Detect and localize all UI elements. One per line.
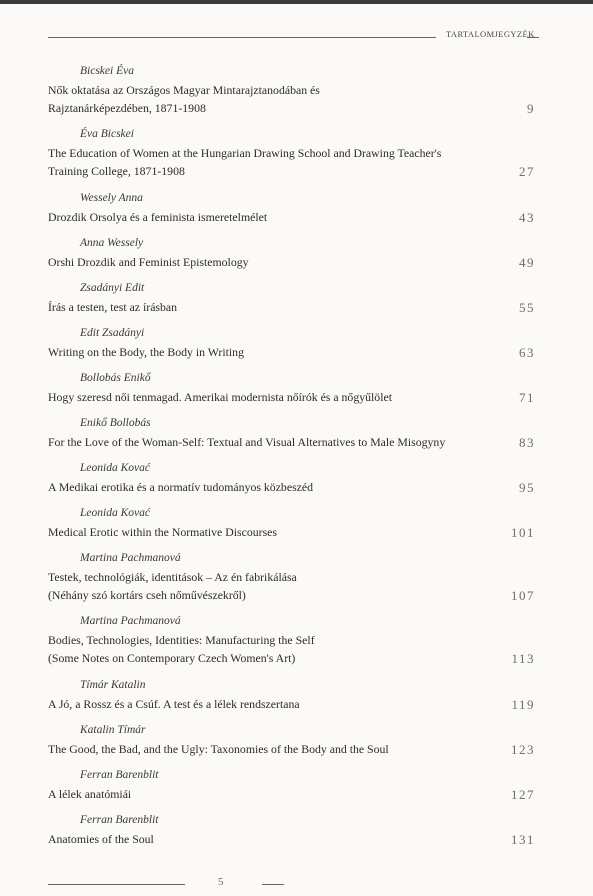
entry-page-number: 131 bbox=[511, 832, 535, 847]
entry-author: Éva Bicskei bbox=[80, 128, 134, 140]
entry-page-number: 119 bbox=[511, 697, 535, 712]
entry-title-line-1: Medical Erotic within the Normative Discourses bbox=[48, 525, 277, 539]
entry-title-line-2: (Some Notes on Contemporary Czech Women's Art) bbox=[48, 651, 296, 665]
entry-title-line-2: (Néhány szó kortárs cseh nőművészekről) bbox=[48, 588, 246, 602]
entry-author: Ferran Barenblit bbox=[80, 814, 159, 826]
header-rule-right bbox=[527, 37, 539, 38]
entry-page-number: 49 bbox=[519, 255, 535, 270]
entry-author: Leonida Kovać bbox=[80, 507, 150, 519]
header-rule-left bbox=[48, 37, 436, 38]
entry-page-number: 27 bbox=[519, 164, 535, 179]
entry-page-number: 127 bbox=[511, 787, 535, 802]
entry-page-number: 71 bbox=[519, 390, 535, 405]
entry-author: Wessely Anna bbox=[80, 192, 143, 204]
entry-page-number: 55 bbox=[519, 300, 535, 315]
top-edge-bar bbox=[0, 0, 593, 4]
entry-page-number: 123 bbox=[511, 742, 535, 757]
entry-page-number: 43 bbox=[519, 210, 535, 225]
entry-page-number: 107 bbox=[511, 588, 535, 603]
entry-author: Edit Zsadányi bbox=[80, 327, 145, 339]
entry-title-line-1: A lélek anatómiái bbox=[48, 787, 132, 801]
entry-author: Anna Wessely bbox=[80, 237, 144, 249]
running-header-title: TARTALOMJEGYZÉK bbox=[446, 29, 535, 39]
entry-author: Ferran Barenblit bbox=[80, 769, 159, 781]
footer-rule-left bbox=[48, 884, 185, 885]
entry-title-line-1: Orshi Drozdik and Feminist Epistemology bbox=[48, 255, 249, 269]
entry-author: Tímár Katalin bbox=[80, 679, 146, 691]
entry-author: Martina Pachmanová bbox=[80, 552, 181, 564]
entry-title-line-1: Anatomies of the Soul bbox=[48, 832, 154, 846]
entry-author: Bicskei Éva bbox=[80, 65, 134, 77]
entry-title-line-1: For the Love of the Woman-Self: Textual and Visual Alternatives to Male Misogyny bbox=[48, 435, 446, 449]
entry-author: Leonida Kovać bbox=[80, 462, 150, 474]
entry-title-line-2: Training College, 1871-1908 bbox=[48, 164, 185, 178]
entry-title-line-1: The Education of Women at the Hungarian Drawing School and Drawing Teacher's bbox=[48, 146, 442, 160]
footer-rule-right bbox=[262, 884, 284, 885]
entry-title-line-1: Nők oktatása az Országos Magyar Mintarajztanodában és bbox=[48, 83, 320, 97]
entry-title-line-1: Bodies, Technologies, Identities: Manufacturing the Self bbox=[48, 633, 315, 647]
entry-title-line-1: Testek, technológiák, identitások – Az én fabrikálása bbox=[48, 570, 297, 584]
footer-page-number: 5 bbox=[218, 876, 224, 888]
entry-title-line-1: Írás a testen, test az írásban bbox=[48, 300, 178, 314]
entry-title-line-1: Writing on the Body, the Body in Writing bbox=[48, 345, 244, 359]
entry-author: Katalin Tímár bbox=[80, 724, 146, 736]
entry-page-number: 101 bbox=[511, 525, 535, 540]
entry-page-number: 83 bbox=[519, 435, 535, 450]
entry-author: Zsadányi Edit bbox=[80, 282, 145, 294]
entry-title-line-1: A Jó, a Rossz és a Csúf. A test és a lélek rendszertana bbox=[48, 697, 300, 711]
entry-title-line-1: A Medikai erotika és a normatív tudományos közbeszéd bbox=[48, 480, 314, 494]
entry-page-number: 95 bbox=[519, 480, 535, 495]
entry-page-number: 113 bbox=[511, 651, 535, 666]
entry-author: Bollobás Enikő bbox=[80, 372, 151, 384]
entry-page-number: 9 bbox=[527, 101, 535, 116]
entry-title-line-2: Rajztanárképezdében, 1871-1908 bbox=[48, 101, 206, 115]
entry-page-number: 63 bbox=[519, 345, 535, 360]
entry-title-line-1: Hogy szeresd női tenmagad. Amerikai modernista nőírók és a nőgyűlölet bbox=[48, 390, 392, 404]
entry-author: Martina Pachmanová bbox=[80, 615, 181, 627]
entry-title-line-1: Drozdik Orsolya és a feminista ismeretelmélet bbox=[48, 210, 268, 224]
entry-title-line-1: The Good, the Bad, and the Ugly: Taxonomies of the Body and the Soul bbox=[48, 742, 389, 756]
entry-author: Enikő Bollobás bbox=[80, 417, 151, 429]
